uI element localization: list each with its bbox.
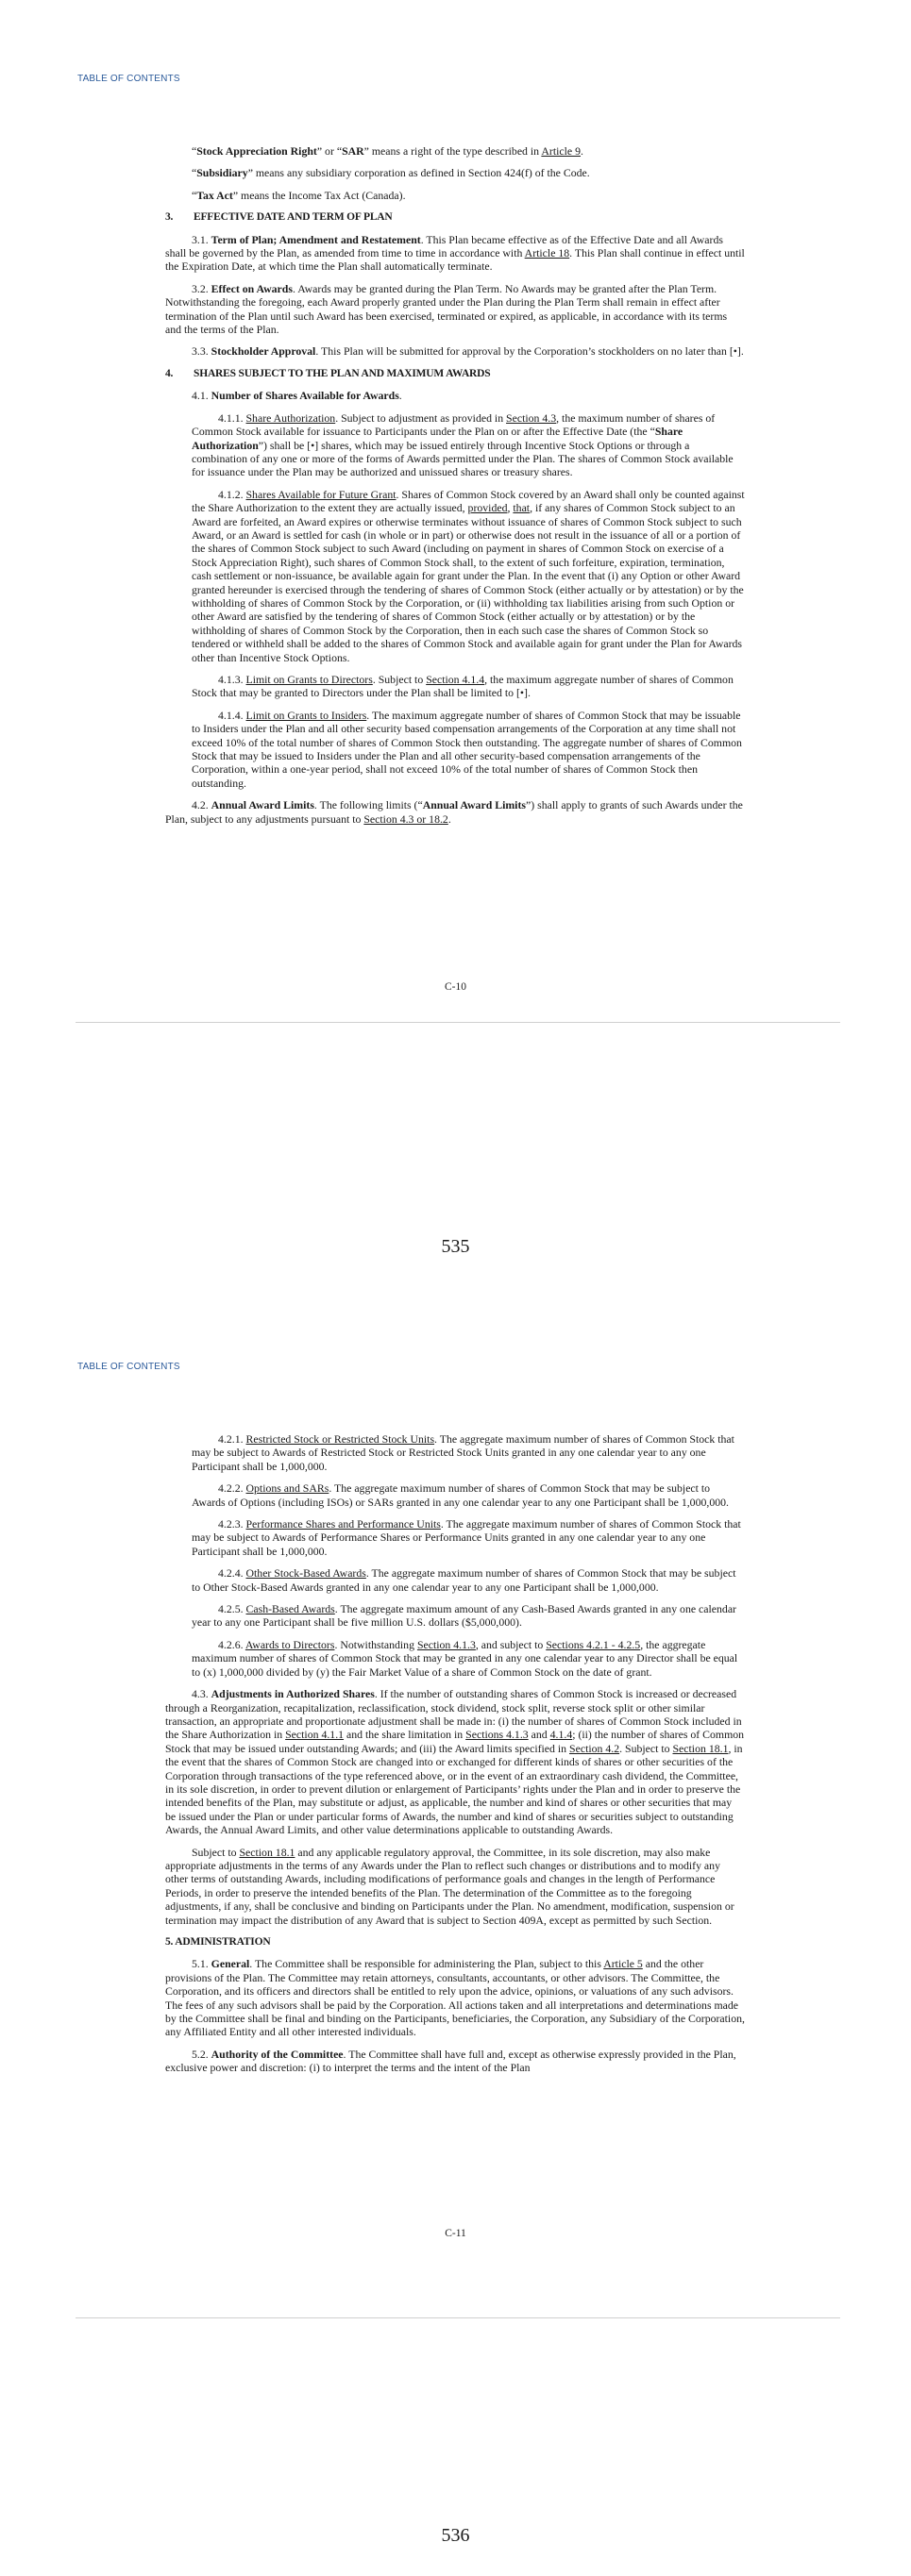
page-divider [76,1022,840,1023]
section-3-1: 3.1. Term of Plan; Amendment and Restatement. This Plan became effective as of the Effective Date and all Awards shall be governed by the Plan, as amended from time to time in accordance with Article 18. This Plan shall continue in effect until the Expiration Date, at which time the Plan shall automatically terminate. [165,232,745,274]
section-18-1-link[interactable]: Section 18.1 [672,1741,729,1755]
section-4-1-1: 4.1.1. Share Authorization. Subject to adjustment as provided in Section 4.3, the maximum number of shares of Common Stock available for issuance to Participants under the Plan on or after the Effective Date (the “Share Authorization”) shall be [•] shares, which may be issued entirely through Incentive Stock Options or through a combination of any one or more of the forms of Awards permitted under the Plan. The shares of Common Stock available for issuance under the Plan may be authorized and unissued shares or treasury shares. [192,410,734,479]
section-4-1: 4.1. Number of Shares Available for Awards. [192,389,402,403]
section-4-2-5: 4.2.5. Cash-Based Awards. The aggregate maximum amount of any Cash-Based Awards granted in any one calendar year to any one Participant shall be five million U.S. dollars ($5,000,000). [192,1602,736,1630]
section-4-2-1: 4.2.1. Restricted Stock or Restricted Stock Units. The aggregate maximum number of shares of Common Stock that may be subject to Awards of Restricted Stock or Restricted Stock Units granted in any one calendar year to any one Participant shall be 1,000,000. [192,1432,734,1473]
section-4-3-link[interactable]: Section 4.3 [506,410,557,425]
definition-sar: “Stock Appreciation Right” or “SAR” means a right of the type described in Article 9. [192,144,583,158]
document-page-c11 [165,1432,745,2083]
section-4-1-4-link[interactable]: Section 4.1.4 [426,673,485,686]
section-4-2-2: 4.2.2. Options and SARs. The aggregate maximum number of shares of Common Stock that may be subject to Awards of Options (including ISOs) or SARs granted in any one calendar year to any one Participant shall be 1,000,000. [192,1481,729,1509]
section-4-1-4: 4.1.4. Limit on Grants to Insiders. The maximum aggregate number of shares of Common Stock that may be issuable to Insiders under the Plan and all other security based compensation arrangements of the Corporation at any time shall not exceed 10% of the total number of shares of Common Stock then outstanding. The aggregate number of shares of Common Stock that may be issued to Insiders under the Plan and all other security-based compensation arrangements of the Corporation, within a one-year period, shall not exceed 10% of the total number of shares of Common Stock then outstanding. [192,708,742,790]
section-4-3-continued: Subject to Section 18.1 and any applicable regulatory approval, the Committee, in its sole discretion, may also make appropriate adjustments in the terms of any Awards under the Plan to reflect such changes or distributions and to modify any other terms of outstanding Awards, including modifications of performance goals and changes in the length of Performance Periods, in order to preserve the intended benefits of the Plan. The determination of the Committee as to the foregoing adjustments, if any, shall be conclusive and binding on Participants under the Plan. No amendment, modification, suspension or termination may impact the distribution of any Award that is subject to Section 409A, except as permitted by such Section. [165,1845,734,1927]
section-4-2-3: 4.2.3. Performance Shares and Performance Units. The aggregate maximum number of shares of Common Stock that may be subject to Awards of Performance Shares or Performance Units granted in any one calendar year to any one Participant shall be 1,000,000. [192,1517,741,1558]
section-3-3: 3.3. Stockholder Approval. This Plan will be submitted for approval by the Corporation’s stockholders on no later than [•]. [192,344,744,359]
section-4-1-1-link[interactable]: Section 4.1.1 [285,1728,345,1742]
section-4-1-3-link[interactable]: Section 4.1.3 [416,1637,476,1651]
section-5-heading: 5. ADMINISTRATION [165,1936,271,1948]
document-page-c10 [165,144,745,834]
section-4-1-3: 4.1.3. Limit on Grants to Directors. Subject to Section 4.1.4, the maximum aggregate number of shares of Common Stock that may be granted to Directors under the Plan shall be limited to [•]. [192,673,734,700]
article-9-link[interactable]: Article 9 [541,144,581,158]
page-footer-c10: C-10 [445,981,466,993]
sections-4-1-3-link[interactable]: Sections 4.1.3 [465,1728,529,1742]
article-18-link[interactable]: Article 18 [524,246,570,260]
section-4-2: 4.2. Annual Award Limits. The following limits (“Annual Award Limits”) shall apply to grants of such Awards under the Plan, subject to any adjustments pursuant to Section 4.3 or 18.2. [165,798,743,826]
page-divider [76,2317,840,2318]
page-number-536: 536 [441,2525,470,2546]
definition-tax-act: “Tax Act” means the Income Tax Act (Canada). [192,188,406,202]
section-4-2-4: 4.2.4. Other Stock-Based Awards. The aggregate maximum number of shares of Common Stock that may be subject to Other Stock-Based Awards granted in any one calendar year to any one Participant shall be 1,000,000. [192,1566,736,1594]
section-3-2: 3.2. Effect on Awards. Awards may be granted during the Plan Term. No Awards may be granted after the Plan Term. Notwithstanding the foregoing, each Award properly granted under the Plan during the Plan Term shall remain in effect after termination of the Plan until such Award has been exercised, terminated or expired, as applicable, in accordance with its terms and the terms of the Plan. [165,281,728,337]
section-4-1-2: 4.1.2. Shares Available for Future Grant. Shares of Common Stock covered by an Award shall only be counted against the Share Authorization to the extent they are actually issued, provided, that, if any shares of Common Stock subject to an Award are forfeited, an Award expires or otherwise terminates without issuance of shares of Common Stock subject to such Award, or an Award is settled for cash (in whole or in part) or otherwise does not result in the issuance of all or a portion of the shares of Common Stock subject to such Award (including on payment in shares of Common Stock on exercise of a Stock Appreciation Right), such shares of Common Stock shall, to the extent of such forfeiture, expiration, termination, cash settlement or non-issuance, be available again for grant under the Plan. In the event that (i) any Option or other Award granted hereunder is exercised through the tendering of shares of Common Stock (either actually or by attestation) or by the withholding of shares of Common Stock by the Corporation, or (ii) withholding tax liabilities arising from such Option or other Award are satisfied by the tendering of shares of Common Stock (either actually or by attestation) or by the withholding of shares of Common Stock by the Corporation, then in each such case the shares of Common Stock so tendered or withheld shall be added to the shares of Common Stock and available again for grant under the Plan for Awards other than Incentive Stock Options. [192,487,745,664]
section-5-2: 5.2. Authority of the Committee. The Committee shall have full and, except as otherwise expressly provided in the Plan, exclusive power and discretion: (i) to interpret the terms and the intent of the Plan [165,2047,736,2075]
article-5-link[interactable]: Article 5 [603,1957,643,1971]
section-3-heading: 3. EFFECTIVE DATE AND TERM OF PLAN [165,211,393,224]
section-4-3: 4.3. Adjustments in Authorized Shares. If the number of outstanding shares of Common Stock is increased or decreased through a Reorganization, recapitalization, reclassification, stock dividend, stock split, reverse stock split or other similar transaction, an appropriate and proportionate adjustment shall be made in: (i) the number of shares of Common Stock included in the Share Authorization in Section 4.1.1 and the share limitation in Sections 4.1.3 and 4.1.4; (ii) the number of shares of Common Stock that may be issued under outstanding Awards; and (iii) the Award limits specified in Section 4.2. Subject to Section 18.1, in the event that the shares of Common Stock are changed into or exchanged for different kinds of shares or other securities of the Corporation through transactions of the type referenced above, or in the event of an extraordinary cash dividend, the Committee, in its sole discretion, in order to prevent dilution or enlargement of Participants’ rights under the Plan and in order to preserve the intended benefits of the Plan, may substitute or adjust, as applicable, the number and kind of shares or other securities that may be issued under the Plan or under particular forms of Awards, the number and kind of shares or securities subject to outstanding Awards, the Annual Award Limits, and other value determinations applicable to outstanding Awards. [165,1687,745,1837]
table-of-contents-link[interactable]: TABLE OF CONTENTS [77,74,180,84]
definition-subsidiary: “Subsidiary” means any subsidiary corporation as defined in Section 424(f) of the Code. [192,166,590,180]
section-5-1: 5.1. General. The Committee shall be responsible for administering the Plan, subject to this Article 5 and the other provisions of the Plan. The Committee may retain attorneys, consultants, accountants, or other advisors. The Committee, the Corporation, and its officers and directors shall be entitled to rely upon the advice, opinions, or valuations of any such advisors. The fees of any such advisors shall be paid by the Corporation. All actions taken and all interpretations and determinations made by the Committee shall be final and binding on the Participants, beneficiaries, the Corporation, any Subsidiary of the Corporation, any Affiliated Entity and all other interested individuals. [165,1957,745,2039]
page-footer-c11: C-11 [445,2228,466,2239]
section-4-heading: 4. SHARES SUBJECT TO THE PLAN AND MAXIMUM AWARDS [165,367,491,379]
section-18-1-link[interactable]: Section 18.1 [239,1845,295,1859]
page-number-535: 535 [441,1236,470,1257]
section-4-3-or-18-2-link[interactable]: Section 4.3 or 18.2 [363,811,448,826]
section-4-1-4-link[interactable]: 4.1.4 [549,1728,573,1742]
table-of-contents-link[interactable]: TABLE OF CONTENTS [77,1362,180,1372]
section-4-2-link[interactable]: Section 4.2 [569,1741,620,1755]
sections-4-2-1-4-2-5-link[interactable]: Sections 4.2.1 - 4.2.5 [546,1637,641,1651]
section-4-2-6: 4.2.6. Awards to Directors. Notwithstanding Section 4.1.3, and subject to Sections 4.2.1 - 4.2.5, the aggregate maximum number of shares of Common Stock that may be granted in any one calendar year to any Director shall be equal to (x) 1,000,000 divided by (y) the Fair Market Value of a share of Common Stock on the date of grant. [192,1637,738,1679]
